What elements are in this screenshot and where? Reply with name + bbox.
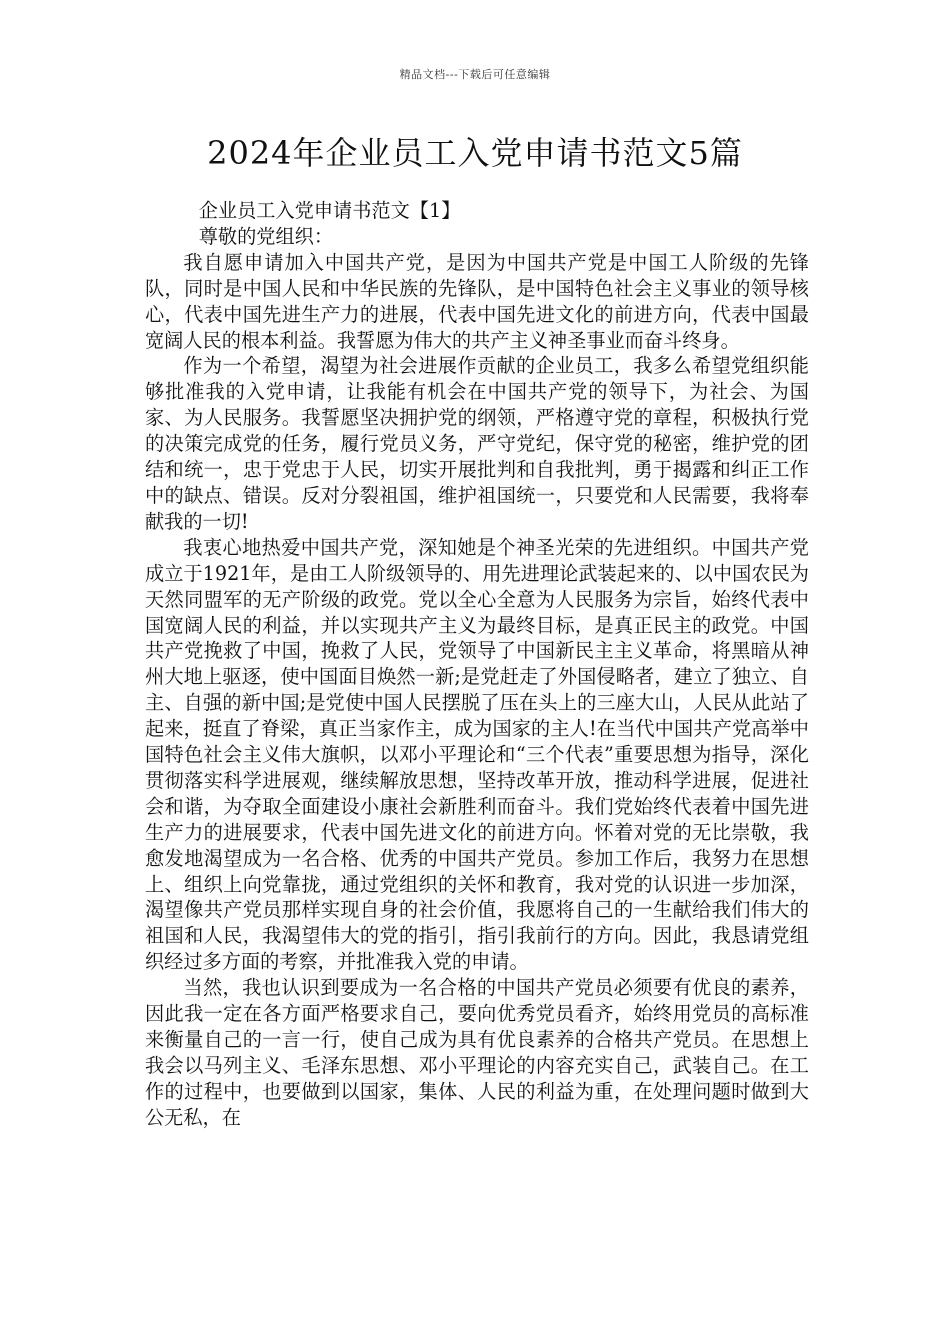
paragraph: 我自愿申请加入中国共产党，是因为中国共产党是中国工人阶级的先锋队，同时是中国人民和中华民族的先锋队，是中国特色社会主义事业的领导核心，代表中国先进生产力的进展，代表中国先进文化的前进方向，代表中国最宽阔人民的根本利益。我誓愿为伟大的共产主义神圣事业而奋斗终身。 xyxy=(145,250,809,352)
section-heading: 企业员工入党申请书范文【1】 xyxy=(198,199,461,222)
document-body xyxy=(145,198,809,1131)
page-header-note: 精品文档---下载后可任意编辑 xyxy=(399,68,551,81)
paragraph: 我衷心地热爱中国共产党，深知她是个神圣光荣的先进组织。中国共产党成立于1921年，是由工人阶级领导的、用先进理论武装起来的、以中国农民为天然同盟军的无产阶级的政党。党以全心全意为人民服务为宗旨，始终代表中国宽阔人民的利益，并以实现共产主义为最终目标，是真正民主的政党。中国共产党挽救了中国，挽救了人民，党领导了中国新民主主义革命，将黑暗从神州大地上驱逐，使中国面目焕然一新;是党赶走了外国侵略者，建立了独立、自主、自强的新中国;是党使中国人民摆脱了压在头上的三座大山，人民从此站了起来，挺直了脊梁，真正当家作主，成为国家的主人!在当代中国共产党高举中国特色社会主义伟大旗帜，以邓小平理论和“三个代表”重要思想为指导，深化贯彻落实科学进展观，继续解放思想，坚持改革开放，推动科学进展，促进社会和谐，为夺取全面建设小康社会新胜利而奋斗。我们党始终代表着中国先进生产力的进展要求，代表中国先进文化的前进方向。怀着对党的无比崇敬，我愈发地渴望成为一名合格、优秀的中国共产党员。参加工作后，我努力在思想上、组织上向党靠拢，通过党组织的关怀和教育，我对党的认识进一步加深，渴望像共产党员那样实现自身的社会价值，我愿将自己的一生献给我们伟大的祖国和人民，我渴望伟大的党的指引，指引我前行的方向。因此，我恳请党组织经过多方面的考察，并批准我入党的申请。 xyxy=(145,535,809,974)
paragraph: 当然，我也认识到要成为一名合格的中国共产党员必须要有优良的素养，因此我一定在各方面严格要求自己，要向优秀党员看齐，始终用党员的高标准来衡量自己的一言一行，使自己成为具有优良素养的合格共产党员。在思想上我会以马列主义、毛泽东思想、邓小平理论的内容充实自己，武装自己。在工作的过程中，也要做到以国家，集体、人民的利益为重，在处理问题时做到大公无私，在 xyxy=(145,976,809,1129)
document-title: 2024年企业员工入党申请书范文5篇 xyxy=(207,134,743,172)
paragraph: 作为一个希望，渴望为社会进展作贡献的企业员工，我多么希望党组织能够批准我的入党申请，让我能有机会在中国共产党的领导下，为社会、为国家、为人民服务。我誓愿坚决拥护党的纲领，严格遵守党的章程，积极执行党的决策完成党的任务，履行党员义务，严守党纪，保守党的秘密，维护党的团结和统一，忠于党忠于人民，切实开展批判和自我批判，勇于揭露和纠正工作中的缺点、错误。反对分裂祖国，维护祖国统一，只要党和人民需要，我将奉献我的一切! xyxy=(145,354,809,533)
salutation: 尊敬的党组织： xyxy=(198,224,334,248)
